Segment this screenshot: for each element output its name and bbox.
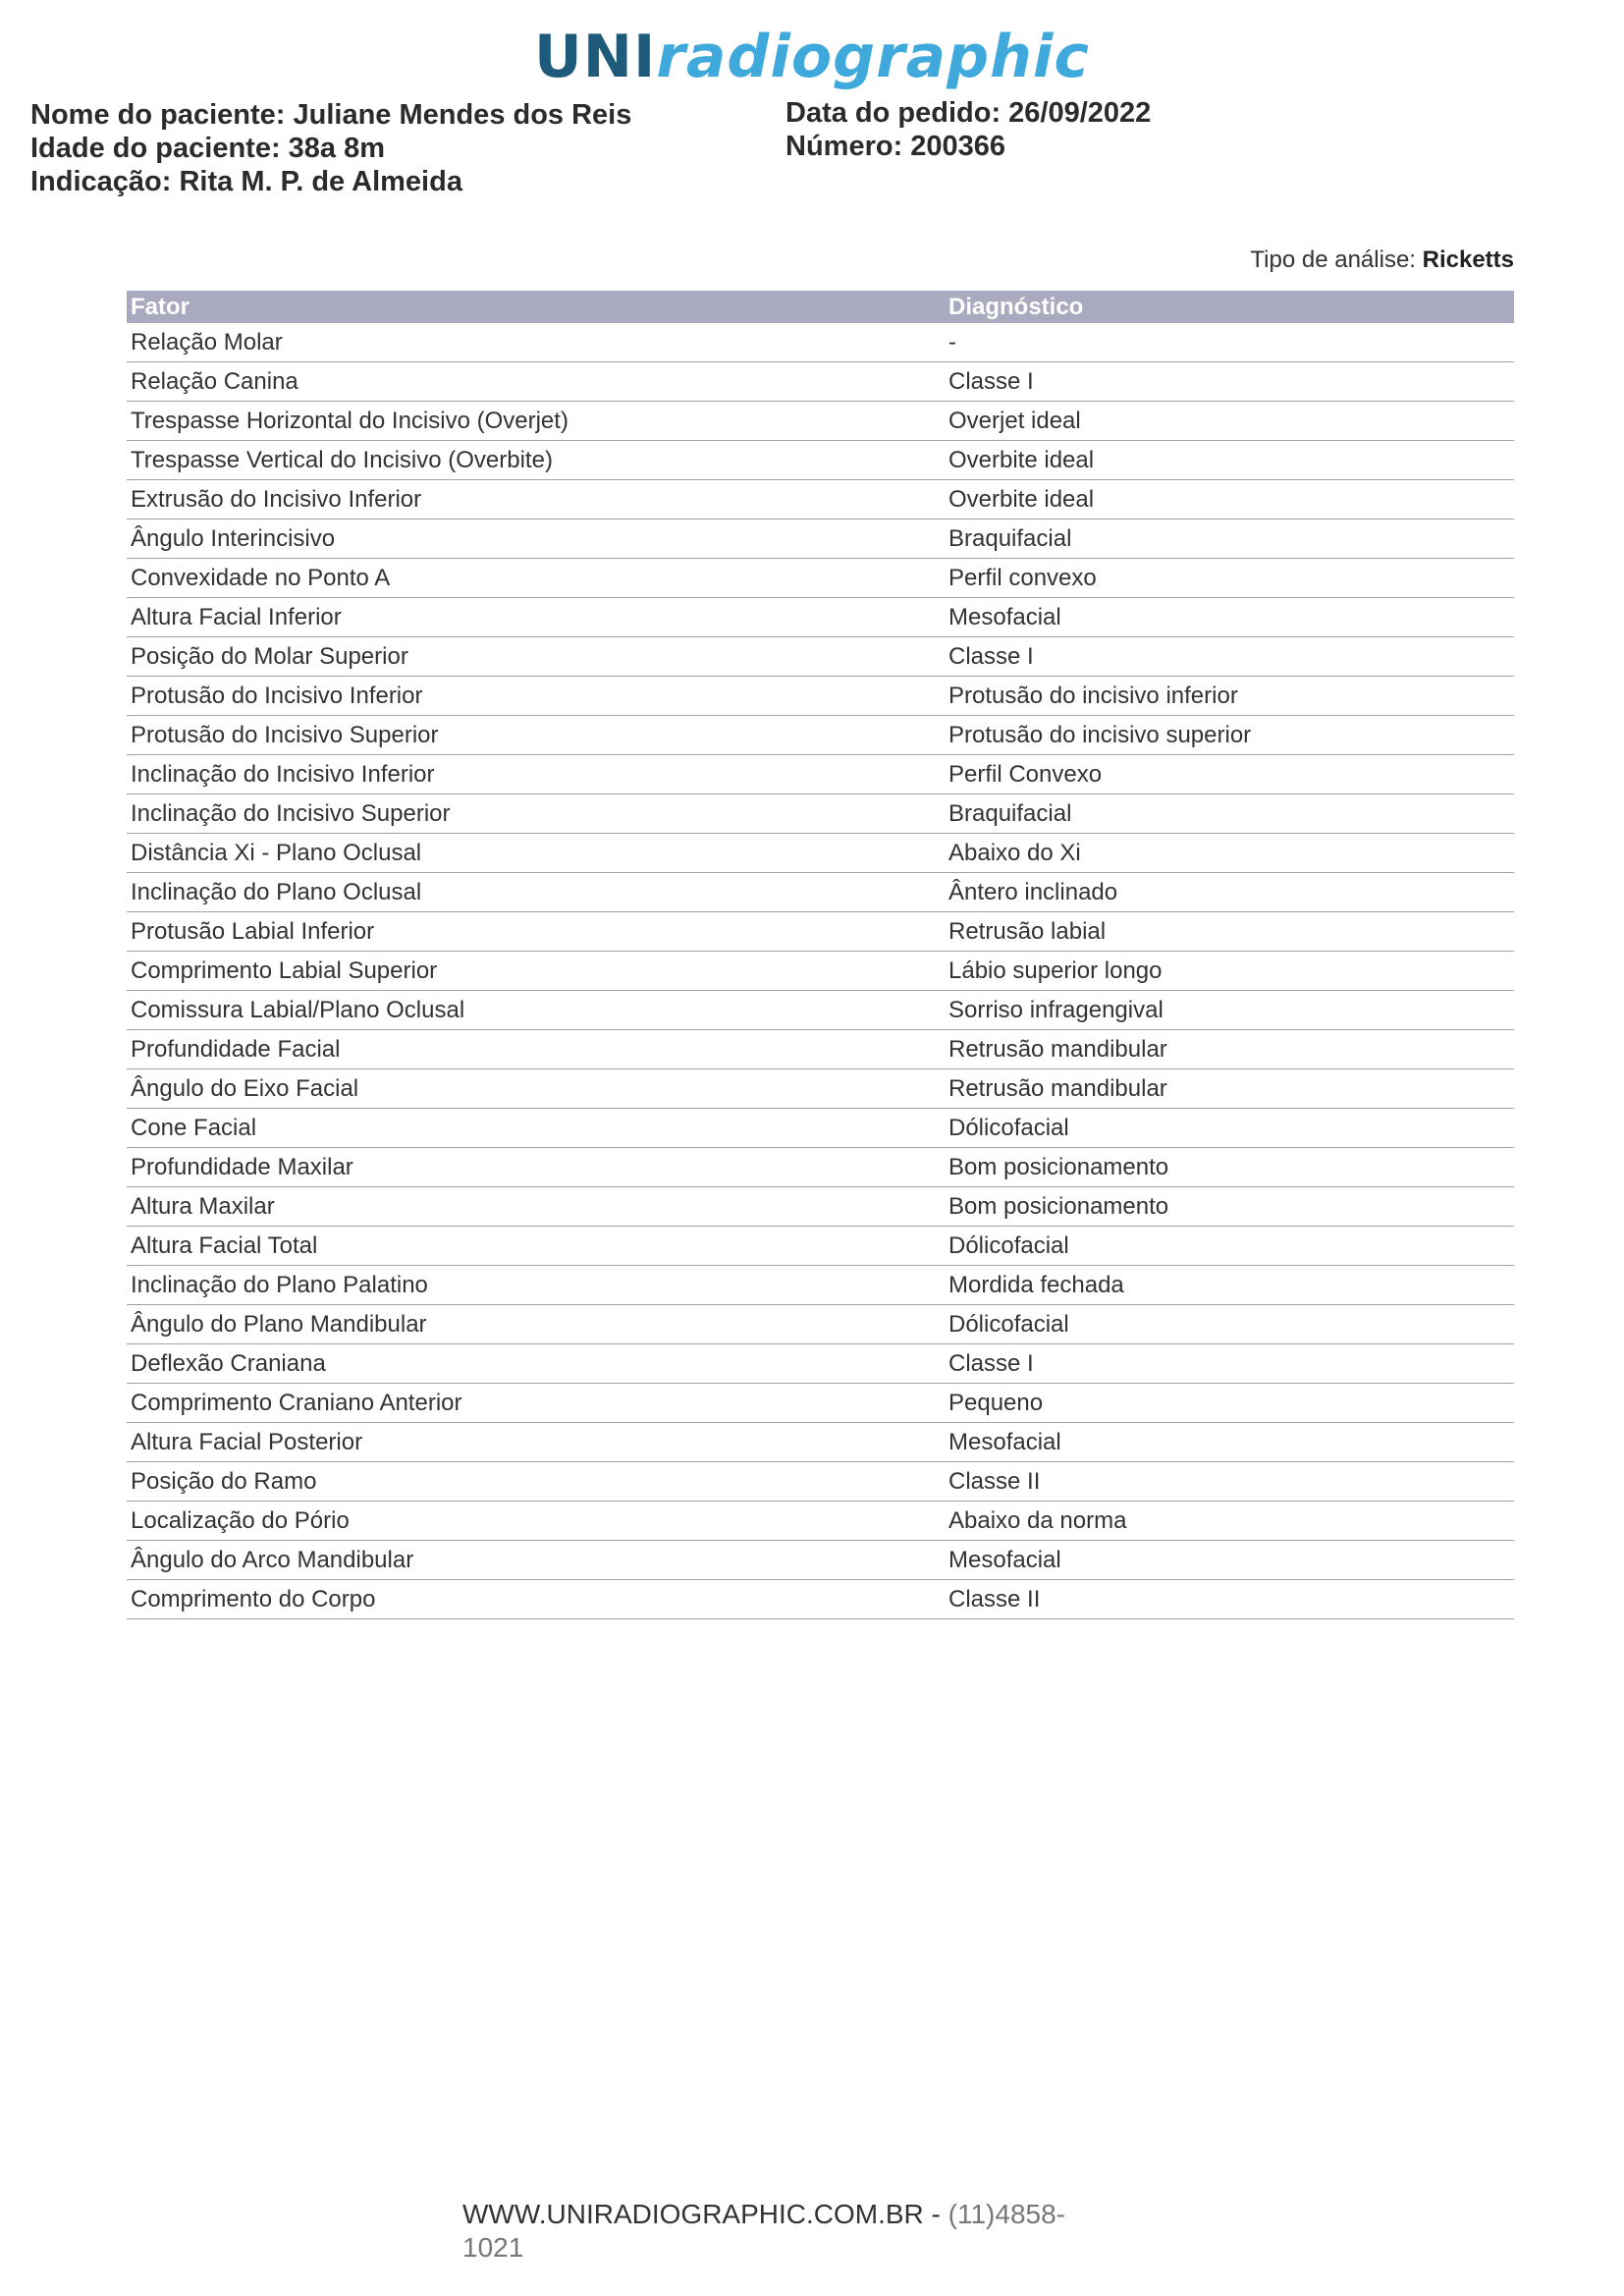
- diagnosis-cell: Mesofacial: [945, 1423, 1514, 1462]
- table-row: [127, 480, 1514, 519]
- table-row: [127, 1344, 1514, 1384]
- table-row: [127, 1227, 1514, 1266]
- table-row: [127, 1502, 1514, 1541]
- table-row: [127, 1541, 1514, 1580]
- patient-name: Nome do paciente: Juliane Mendes dos Reis: [30, 99, 632, 131]
- table-row: [127, 1423, 1514, 1462]
- diagnosis-cell: Overbite ideal: [945, 480, 1514, 519]
- table-row: [127, 1266, 1514, 1305]
- diagnosis-cell: Classe I: [945, 362, 1514, 402]
- order-date: Data do pedido: 26/09/2022: [785, 97, 1152, 129]
- diagnosis-cell: Bom posicionamento: [945, 1148, 1514, 1187]
- analysis-value: Ricketts: [1422, 246, 1514, 273]
- factor-cell: Inclinação do Plano Oclusal: [127, 873, 945, 912]
- diagnosis-cell: -: [945, 323, 1514, 362]
- table-row: [127, 991, 1514, 1030]
- factor-cell: Altura Facial Posterior: [127, 1423, 945, 1462]
- logo-text-uni: UNI: [534, 23, 657, 91]
- factor-cell: Inclinação do Plano Palatino: [127, 1266, 945, 1305]
- factor-cell: Relação Molar: [127, 323, 945, 362]
- footer-website: WWW.UNIRADIOGRAPHIC.COM.BR -: [462, 2199, 948, 2229]
- diagnosis-cell: Abaixo da norma: [945, 1502, 1514, 1541]
- table-body: [127, 323, 1514, 1619]
- table-row: [127, 1148, 1514, 1187]
- table-row: [127, 402, 1514, 441]
- diagnosis-table: [127, 291, 1514, 1619]
- table-row: [127, 1580, 1514, 1619]
- factor-cell: Altura Maxilar: [127, 1187, 945, 1227]
- diagnosis-cell: Retrusão labial: [945, 912, 1514, 952]
- diagnosis-cell: Dólicofacial: [945, 1305, 1514, 1344]
- factor-cell: Extrusão do Incisivo Inferior: [127, 480, 945, 519]
- factor-cell: Inclinação do Incisivo Superior: [127, 794, 945, 834]
- diagnosis-cell: Dólicofacial: [945, 1109, 1514, 1148]
- diagnosis-cell: Perfil Convexo: [945, 755, 1514, 794]
- diagnosis-cell: Dólicofacial: [945, 1227, 1514, 1266]
- diagnosis-cell: Mesofacial: [945, 1541, 1514, 1580]
- table-row: [127, 1030, 1514, 1069]
- factor-cell: Profundidade Maxilar: [127, 1148, 945, 1187]
- diagnosis-cell: Braquifacial: [945, 519, 1514, 559]
- factor-cell: Trespasse Vertical do Incisivo (Overbite): [127, 441, 945, 480]
- factor-cell: Altura Facial Total: [127, 1227, 945, 1266]
- diagnosis-cell: Sorriso infragengival: [945, 991, 1514, 1030]
- table-row: [127, 755, 1514, 794]
- table-row: [127, 519, 1514, 559]
- factor-cell: Protusão do Incisivo Superior: [127, 716, 945, 755]
- table-row: [127, 1462, 1514, 1502]
- factor-cell: Comprimento do Corpo: [127, 1580, 945, 1619]
- table-row: [127, 1069, 1514, 1109]
- diagnosis-cell: Protusão do incisivo superior: [945, 716, 1514, 755]
- factor-cell: Protusão Labial Inferior: [127, 912, 945, 952]
- factor-cell: Profundidade Facial: [127, 1030, 945, 1069]
- table-row: [127, 952, 1514, 991]
- patient-age: Idade do paciente: 38a 8m: [30, 133, 386, 164]
- factor-cell: Ângulo do Eixo Facial: [127, 1069, 945, 1109]
- factor-cell: Ângulo Interincisivo: [127, 519, 945, 559]
- diagnosis-cell: Bom posicionamento: [945, 1187, 1514, 1227]
- table-row: [127, 716, 1514, 755]
- diagnosis-cell: Pequeno: [945, 1384, 1514, 1423]
- table-row: [127, 323, 1514, 362]
- diagnosis-cell: Overjet ideal: [945, 402, 1514, 441]
- factor-cell: Protusão do Incisivo Inferior: [127, 677, 945, 716]
- table-row: [127, 1384, 1514, 1423]
- diagnosis-cell: Classe I: [945, 1344, 1514, 1384]
- factor-cell: Relação Canina: [127, 362, 945, 402]
- diagnosis-cell: Perfil convexo: [945, 559, 1514, 598]
- column-header-factor: Fator: [127, 291, 945, 323]
- factor-cell: Inclinação do Incisivo Inferior: [127, 755, 945, 794]
- analysis-type: [1250, 246, 1514, 274]
- diagnosis-cell: Retrusão mandibular: [945, 1069, 1514, 1109]
- diagnosis-cell: Classe II: [945, 1462, 1514, 1502]
- logo-text-radiographic: radiographic: [656, 23, 1090, 91]
- table-header-row: [127, 291, 1514, 323]
- diagnosis-cell: Ântero inclinado: [945, 873, 1514, 912]
- factor-cell: Ângulo do Plano Mandibular: [127, 1305, 945, 1344]
- brand-logo: [0, 18, 1624, 96]
- factor-cell: Posição do Ramo: [127, 1462, 945, 1502]
- table-row: [127, 637, 1514, 677]
- table-row: [127, 1305, 1514, 1344]
- table-row: [127, 598, 1514, 637]
- factor-cell: Cone Facial: [127, 1109, 945, 1148]
- column-header-diagnosis: Diagnóstico: [945, 291, 1514, 323]
- diagnosis-cell: Classe II: [945, 1580, 1514, 1619]
- factor-cell: Convexidade no Ponto A: [127, 559, 945, 598]
- table-row: [127, 559, 1514, 598]
- footer: [462, 2198, 1130, 2265]
- order-info: [785, 96, 1151, 163]
- table-row: [127, 677, 1514, 716]
- factor-cell: Comissura Labial/Plano Oclusal: [127, 991, 945, 1030]
- diagnosis-cell: Overbite ideal: [945, 441, 1514, 480]
- diagnosis-cell: Lábio superior longo: [945, 952, 1514, 991]
- diagnosis-cell: Mesofacial: [945, 598, 1514, 637]
- table-row: [127, 441, 1514, 480]
- table-row: [127, 1187, 1514, 1227]
- table-row: [127, 1109, 1514, 1148]
- factor-cell: Trespasse Horizontal do Incisivo (Overjet): [127, 402, 945, 441]
- diagnosis-cell: Braquifacial: [945, 794, 1514, 834]
- factor-cell: Altura Facial Inferior: [127, 598, 945, 637]
- patient-info: [30, 98, 631, 198]
- factor-cell: Localização do Pório: [127, 1502, 945, 1541]
- footer-phone-part2: 1021: [462, 2232, 524, 2263]
- factor-cell: Deflexão Craniana: [127, 1344, 945, 1384]
- diagnosis-cell: Mordida fechada: [945, 1266, 1514, 1305]
- table-row: [127, 794, 1514, 834]
- diagnosis-cell: Protusão do incisivo inferior: [945, 677, 1514, 716]
- diagnosis-cell: Abaixo do Xi: [945, 834, 1514, 873]
- factor-cell: Distância Xi - Plano Oclusal: [127, 834, 945, 873]
- table-row: [127, 834, 1514, 873]
- footer-phone-part1: (11)4858-: [947, 2199, 1065, 2229]
- factor-cell: Comprimento Craniano Anterior: [127, 1384, 945, 1423]
- factor-cell: Ângulo do Arco Mandibular: [127, 1541, 945, 1580]
- diagnosis-cell: Classe I: [945, 637, 1514, 677]
- factor-cell: Posição do Molar Superior: [127, 637, 945, 677]
- table-row: [127, 362, 1514, 402]
- table-row: [127, 912, 1514, 952]
- table-row: [127, 873, 1514, 912]
- analysis-label: Tipo de análise:: [1250, 246, 1423, 273]
- patient-indication: Indicação: Rita M. P. de Almeida: [30, 166, 462, 197]
- order-number: Número: 200366: [785, 131, 1006, 162]
- factor-cell: Comprimento Labial Superior: [127, 952, 945, 991]
- diagnosis-cell: Retrusão mandibular: [945, 1030, 1514, 1069]
